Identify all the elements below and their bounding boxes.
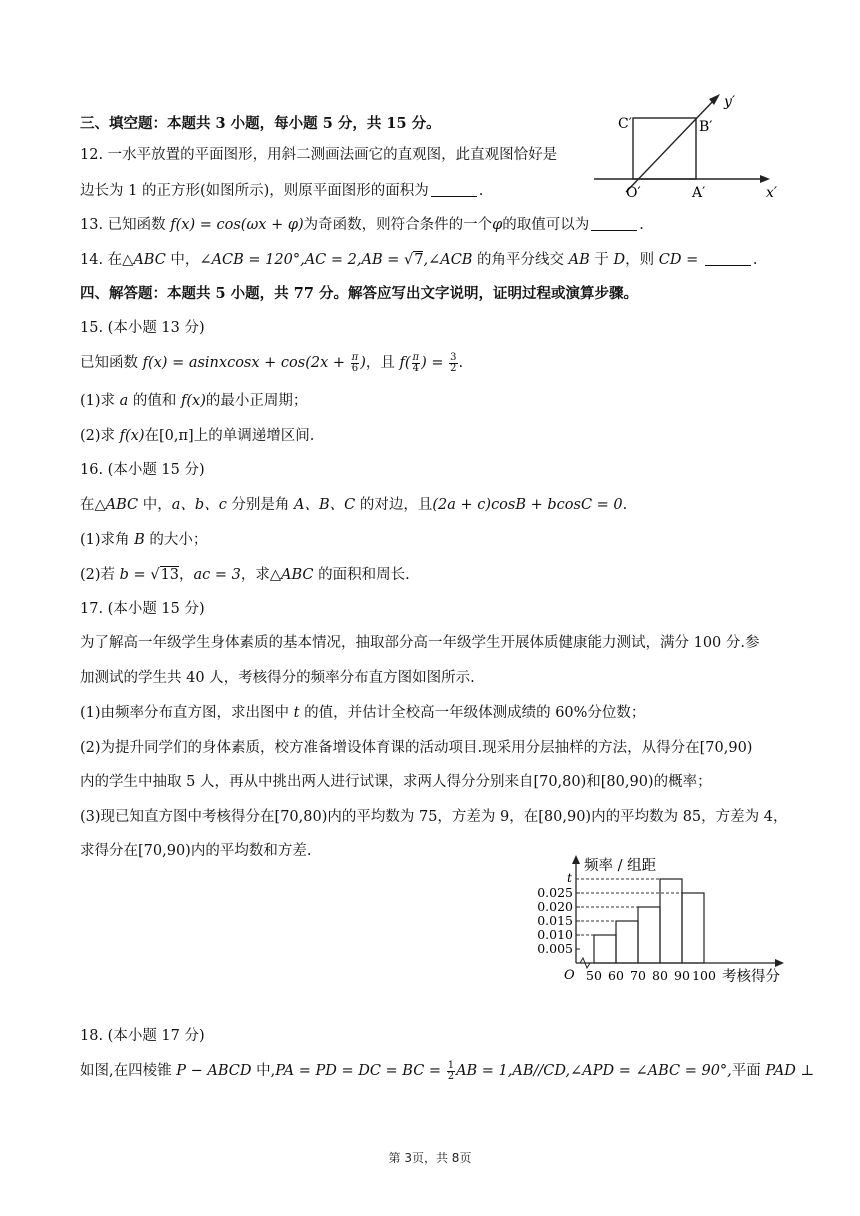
q14-cd: CD = [658, 252, 703, 268]
q15-sub-2: (2)求 f(x)在[0,π]上的单调递增区间. [80, 428, 315, 444]
q16-stem: 在△ABC 中，a、b、c 分别是角 A、B、C 的对边，且(2a + c)cosB + bcosC = 0. [80, 497, 628, 513]
q13-function: f(x) = cos(ωx + φ) [170, 217, 304, 233]
q12-line-2 [80, 180, 483, 202]
y-tick-label: 0.020 [537, 899, 573, 914]
x-tick-label: 100 [692, 968, 716, 983]
t-label: t [566, 870, 572, 885]
q15-p1d: ，且 [365, 355, 400, 371]
label-b: B′ [699, 119, 713, 135]
q14-line: 14. 在△ABC 中，∠ACB = 120°,AC = 2,AB = √7,∠ACB 的角平分线交 AB 于 D，则 CD = . [80, 252, 758, 268]
q17-sub-2b: 内的学生中抽取 5 人，再从中挑出两人进行试课，求两人得分分别来自[70,80)和[80,90)的概率； [80, 774, 712, 790]
answer-blank [591, 216, 637, 231]
q15-p1g: . [458, 355, 464, 371]
q14-ab: AB [568, 252, 590, 268]
q18-head: 18. (本小题 17 分) [80, 1028, 205, 1044]
q14-t1: 中， [165, 252, 200, 268]
fraction-pi-6: $\frac{\pi}{6}$ [351, 351, 359, 374]
q14-sqrt7: 7 [414, 252, 424, 268]
histogram-bar [616, 921, 638, 963]
y-axis-arrow [572, 855, 580, 864]
answer-blank [431, 182, 477, 197]
q16-sub-1: (1)求角 B 的大小； [80, 532, 208, 548]
q13-post: 的取值可以为 [502, 217, 590, 233]
q17-sub-2a: (2)为提升同学们的身体素质，校方准备增设体育课的活动项目.现采用分层抽样的方法，从得分在[70,90) [80, 740, 753, 756]
q16-head: 16. (本小题 15 分) [80, 462, 205, 478]
x-tick-label: 80 [652, 968, 668, 983]
label-y: y′ [724, 94, 736, 110]
q14-pre: 14. 在△ [80, 252, 134, 268]
q14-d: D [613, 252, 626, 268]
fraction-1-2: $\frac{1}{2}$ [447, 1059, 455, 1082]
y-axis [626, 98, 716, 192]
q14-end: . [752, 252, 758, 268]
q14-cond1: ∠ACB = 120°,AC = 2,AB = [199, 252, 404, 268]
y-tick-label: 0.015 [537, 913, 573, 928]
q15-head: 15. (本小题 13 分) [80, 320, 205, 336]
answer-blank [705, 251, 751, 266]
q12-line-1: 12. 一水平放置的平面图形，用斜二测画法画它的直观图，此直观图恰好是 [80, 147, 558, 163]
q15-sub-1: (1)求 a 的值和 f(x)的最小正周期； [80, 393, 308, 409]
x-tick-label: 60 [608, 968, 624, 983]
q14-t3: 于 [589, 252, 614, 268]
histogram-bar [594, 935, 616, 963]
frequency-histogram [526, 852, 796, 984]
q17-sub-1: (1)由频率分布直方图，求出图中 t 的值，并估计全校高一年级体测成绩的 60%分位数； [80, 705, 646, 721]
y-tick-label: 0.005 [537, 941, 573, 956]
q17-stem-1: 为了解高一年级学生身体素质的基本情况，抽取部分高一年级学生开展体质健康能力测试，满分 100 分.参 [80, 635, 760, 651]
q13-line [80, 214, 644, 236]
label-c: C′ [618, 116, 632, 132]
histogram-bar [682, 893, 704, 963]
q15-function: f(x) = asinxcosx + cos(2x + [142, 355, 350, 371]
q14-abc: ABC [133, 252, 166, 268]
oblique-view-figure [588, 86, 788, 204]
q13-end: . [639, 217, 644, 233]
q17-sub-3a: (3)现已知直方图中考核得分在[70,80)内的平均数为 75，方差为 9，在[80,90)内的平均数为 85，方差为 4， [80, 809, 788, 825]
q14-t2: 的角平分线交 [472, 252, 569, 268]
q16-sub-2: (2)若 b = √13，ac = 3，求△ABC 的面积和周长. [80, 567, 410, 583]
q15-stem [80, 352, 463, 374]
x-axis-label: 考核得分 [722, 969, 780, 984]
x-tick-label: 70 [630, 968, 646, 983]
histogram-bar [638, 907, 660, 963]
q13-pre: 13. 已知函数 [80, 217, 171, 233]
origin-label: O [564, 968, 575, 983]
fraction-pi-4: $\frac{\pi}{4}$ [412, 351, 420, 374]
x-tick-label: 50 [586, 968, 602, 983]
q15-p1c: ) [360, 355, 366, 371]
q15-p1e: f( [399, 355, 411, 371]
q18-stem: 如图,在四棱锥 P − ABCD 中,PA = PD = DC = BC = $\frac{1}{2}$ AB = 1,AB//CD,∠APD = ∠ABC = 90°,平面 PAD ⊥ [80, 1059, 815, 1082]
label-a: A′ [692, 185, 706, 201]
q14-t4: ，则 [625, 252, 659, 268]
page-footer: 第 3页，共 8页 [388, 1151, 472, 1165]
square [633, 118, 696, 179]
q13-mid: 为奇函数，则符合条件的一个 [303, 217, 493, 233]
histogram-bar [660, 879, 682, 963]
q12-text: 边长为 1 的正方形(如图所示)，则原平面图形的面积为 [80, 183, 429, 199]
y-tick-label: 0.010 [537, 927, 573, 942]
y-axis-label: 频率 / 组距 [584, 858, 657, 874]
q15-p1f: ) = [421, 355, 449, 371]
x-axis-arrow [775, 959, 784, 967]
x-arrow [760, 175, 770, 183]
q12-end: . [478, 183, 484, 199]
section-4-title: 四、解答题：本题共 5 小题，共 77 分。解答应写出文字说明，证明过程或演算步骤。 [80, 285, 638, 302]
q14-cond2: ,∠ACB [423, 252, 473, 268]
q17-head: 17. (本小题 15 分) [80, 601, 205, 617]
x-tick-label: 90 [674, 968, 690, 983]
q15-p1a: 已知函数 [80, 355, 143, 371]
q13-phi: φ [492, 217, 503, 233]
y-tick-label: 0.025 [537, 885, 573, 900]
q17-sub-3b: 求得分在[70,90)内的平均数和方差. [80, 843, 312, 859]
label-x: x′ [766, 185, 778, 201]
label-o: O′ [626, 185, 641, 201]
fraction-3-2: $\frac{3}{2}$ [450, 351, 457, 374]
q17-stem-2: 加测试的学生共 40 人，考核得分的频率分布直方图如图所示. [80, 670, 475, 686]
section-3-title: 三、填空题：本题共 3 小题，每小题 5 分，共 15 分。 [80, 115, 441, 132]
